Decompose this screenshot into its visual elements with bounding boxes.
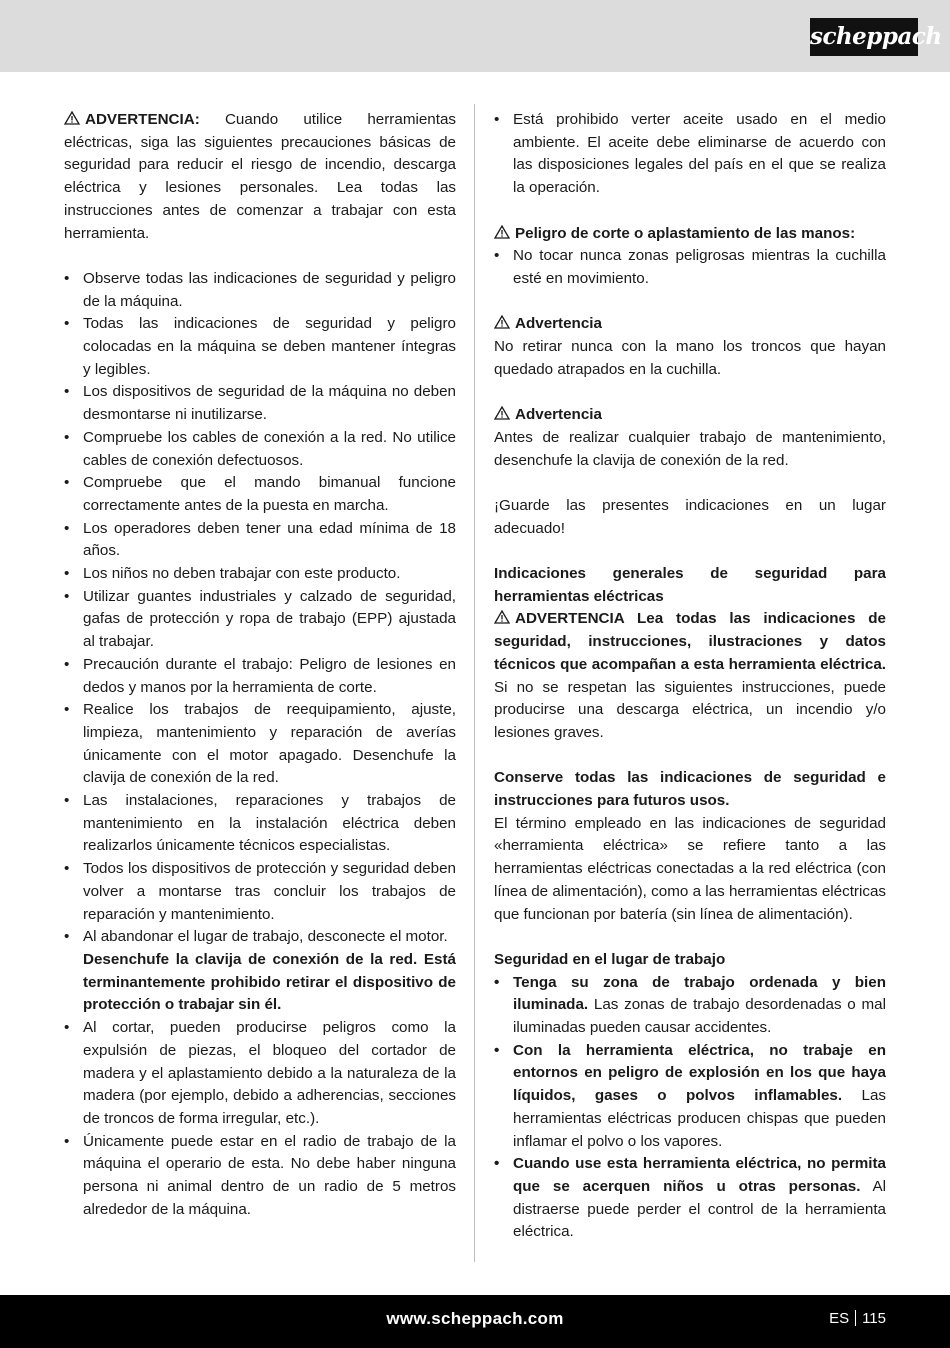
page-number [829,1295,886,1343]
workplace-list [494,972,886,1244]
warning-label: ADVERTENCIA: [85,111,200,128]
warning-triangle-icon [494,225,510,239]
warning-text: Antes de realizar cualquier trabajo de mantenimiento, desenchufe la clavija de conexión de la red. [494,428,886,469]
list-item: • Todos los dispositivos de protección y seguridad deben volver a montarse tras concluir los trabajos de reparación y mantenimiento. [64,860,456,923]
list-item: • Al cortar, pueden producirse peligros como la expulsión de piezas, el bloqueo del cortador de madera y el aplastamiento debido a la naturaleza de la madera (por ejemplo, debido a adherencias, secciones de troncos de forma irregular, etc.). [64,1019,456,1127]
page-number-value: 115 [862,1310,886,1327]
page-footer [0,1295,950,1348]
warning-paragraph [64,109,456,245]
warning-triangle-icon [494,315,510,329]
list-item: • Las instalaciones, reparaciones y trabajos de mantenimiento en la instalación eléctrica deben realizarlos únicamente técnicos especialistas. [64,792,456,855]
scheppach-logo: scheppach [810,18,918,56]
page-header [0,0,950,72]
list-item: • Compruebe que el mando bimanual funcione correctamente antes de la puesta en marcha. [64,474,456,514]
warning-triangle-icon [494,406,510,420]
website-link[interactable]: www.scheppach.com [386,1309,564,1328]
list-item: • Está prohibido verter aceite usado en el medio ambiente. El aceite debe eliminarse de acuerdo con las disposiciones legales del país en el que se realiza la operación. [494,111,886,197]
warning-heading: Advertencia [494,313,886,336]
right-column [494,109,886,1244]
cut-heading: Peligro de corte o aplastamiento de las manos: [494,223,886,246]
warning-heading: Advertencia [494,404,886,427]
list-item: • No tocar nunca zonas peligrosas mientras la cuchilla esté en movimiento. [494,247,886,287]
warning-text: No retirar nunca con la mano los troncos que hayan quedado atrapados en la cuchilla. [494,338,886,378]
list-item: • Realice los trabajos de reequipamiento, ajuste, limpieza, mantenimiento y reparación de averías únicamente con el motor apagado. Desenchufe la clavija de conexión de la red. [64,701,456,787]
general-safety-paragraph: ADVERTENCIA Lea todas las indicaciones de seguridad, instrucciones, ilustraciones y datos técnicos que acompañan a esta herramienta eléctrica. Si no se respetan las siguientes instrucciones, puede producirse una descarga eléctrica, un incendio y/o lesiones graves. [494,610,886,741]
list-item: • Al abandonar el lugar de trabajo, desconecte el motor. Desenchufe la clavija de conexión de la red. Está terminantemente prohibido retirar el dispositivo de protección o trabajar sin él. [64,928,456,1014]
conserve-paragraph: El término empleado en las indicaciones de seguridad «herramienta eléctrica» se refiere tanto a las herramientas eléctricas conectadas a la red eléctrica (con línea de alimentación), como a las herramientas eléctricas que funcionan por batería (sin línea de alimentación). [494,814,886,923]
general-safety-heading: Indicaciones generales de seguridad para herramientas eléctricas [494,564,886,605]
conserve-heading: Conserve todas las indicaciones de seguridad e instrucciones para futuros usos. [494,769,886,809]
left-column [64,109,456,1221]
safety-list [64,268,456,1222]
list-item: • Utilizar guantes industriales y calzado de seguridad, gafas de protección y ropa de trabajo (EPP) ajustada al trabajar. [64,587,456,651]
column-divider [474,104,475,1262]
warning-text: Cuando utilice herramientas eléctricas, siga las siguientes precauciones básicas de seguridad para reducir el riesgo de incendio, descarga eléctrica y lesiones personales. Lea todas las instrucciones antes de comenzar a trabajar con esta herramienta. [64,111,456,242]
list-item: • Con la herramienta eléctrica, no trabaje en entornos en peligro de explosión en los que haya líquidos, gases o polvos inflamables. Las herramientas eléctricas producen chispas que pueden inflamar el polvo o los vapores. [494,1041,886,1150]
unplug-warning: Desenchufe la clavija de conexión de la red. Está terminantemente prohibido retirar el dispositivo de protección o trabajar sin él. [83,951,456,1014]
warning-triangle-icon [494,610,510,624]
warning-triangle-icon [64,111,80,125]
language-code: ES [829,1310,850,1327]
list-item: • Los operadores deben tener una edad mínima de 18 años. [64,519,456,560]
list-item: • Precaución durante el trabajo: Peligro de lesiones en dedos y manos por la herramienta de corte. [64,655,456,696]
list-item: • Observe todas las indicaciones de seguridad y peligro de la máquina. [64,269,456,310]
list-item: • Compruebe los cables de conexión a la red. No utilice cables de conexión defectuosos. [64,428,456,469]
list-item: • Tenga su zona de trabajo ordenada y bien iluminada. Las zonas de trabajo desordenadas o mal iluminadas pueden causar accidentes. [494,973,886,1037]
keep-instructions-text: ¡Guarde las presentes indicaciones en un lugar adecuado! [494,496,886,537]
list-item: • Los dispositivos de seguridad de la máquina no deben desmontarse ni inutilizarse. [64,383,456,424]
list-item: • Cuando use esta herramienta eléctrica, no permita que se acerquen niños u otras personas. Al distraerse puede perder el control de la herramienta eléctrica. [494,1155,886,1241]
workplace-heading: Seguridad en el lugar de trabajo [494,950,726,968]
list-item: • Todas las indicaciones de seguridad y peligro colocadas en la máquina se deben mantener íntegras y legibles. [64,315,456,378]
list-item: • Únicamente puede estar en el radio de trabajo de la máquina el operario de esta. No debe haber ninguna persona ni animal dentro de un radio de 5 metros alrededor de la máquina. [64,1132,456,1218]
list-item: • Los niños no deben trabajar con este producto. [64,565,401,583]
